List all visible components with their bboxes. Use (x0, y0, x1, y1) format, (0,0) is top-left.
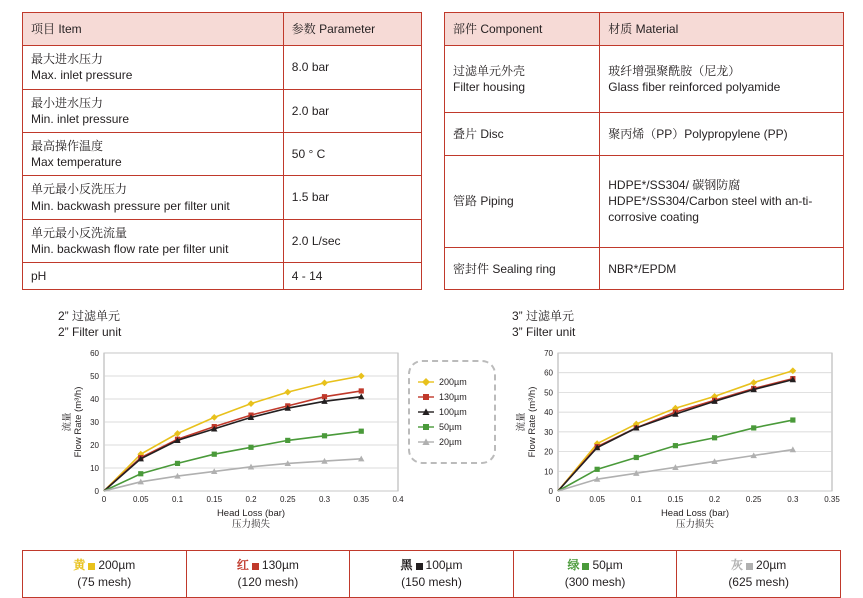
mesh-color-swatch-icon (416, 563, 423, 570)
table-row (23, 176, 422, 219)
svg-text:50: 50 (544, 388, 553, 398)
mesh-legend-cell (514, 551, 678, 597)
material-value-cn: HDPE*/SS304/ 碳钢防腐 (608, 178, 741, 193)
spec-item-en: Min. backwash pressure per filter unit (31, 198, 230, 213)
svg-text:40: 40 (544, 407, 553, 417)
legend-label: 100µm (439, 407, 467, 418)
chart-2inch-plot (58, 345, 408, 535)
chart-2inch-title: 2” 过滤单元 2” Filter unit (58, 309, 122, 340)
mesh-legend-footer (22, 550, 841, 598)
spec-item-cn: 单元最小反洗流量 (31, 225, 128, 240)
spec-item-cn: pH (31, 269, 47, 284)
spec-item-cell (23, 46, 284, 89)
svg-text:0.15: 0.15 (206, 494, 223, 504)
legend-swatch-triangle-icon (418, 407, 434, 417)
svg-text:50: 50 (90, 371, 99, 381)
chart-3inch-title: 3” 过滤单元 3” Filter unit (512, 309, 576, 340)
spec-value-cell: 50 ° C (283, 132, 421, 175)
svg-text:30: 30 (90, 417, 99, 427)
material-component-cn: 密封件 Sealing ring (453, 261, 556, 276)
svg-text:0: 0 (555, 494, 561, 504)
mesh-legend-top (354, 557, 509, 574)
mesh-count-label: (625 mesh) (728, 575, 790, 590)
spec-item-cn: 单元最小反洗压力 (31, 182, 128, 197)
mesh-count-label: (75 mesh) (77, 575, 132, 590)
mesh-color-name: 黑 (400, 558, 413, 573)
svg-text:0.3: 0.3 (787, 494, 799, 504)
svg-text:60: 60 (544, 368, 553, 378)
mesh-legend-cell (23, 551, 187, 597)
material-table (444, 12, 844, 290)
material-component-cn: 叠片 Disc (453, 126, 504, 141)
material-value-cell (600, 248, 844, 290)
table-row (23, 263, 422, 290)
svg-text:0.25: 0.25 (745, 494, 762, 504)
svg-text:Flow Rate (m³/h): Flow Rate (m³/h) (527, 386, 538, 457)
svg-text:40: 40 (90, 394, 99, 404)
specification-table (22, 12, 422, 290)
svg-text:Head Loss (bar): Head Loss (bar) (216, 507, 286, 519)
tables-row (0, 0, 863, 290)
svg-text:20: 20 (544, 447, 553, 457)
spec-item-en: Max. inlet pressure (31, 68, 133, 83)
material-component-cell (445, 155, 600, 247)
material-value-cell (600, 113, 844, 155)
svg-text:0: 0 (548, 486, 553, 496)
spec-value-cell: 8.0 bar (283, 46, 421, 89)
material-value-cn: NBR*/EPDM (608, 261, 677, 276)
spec-header-item: 项目 Item (23, 13, 284, 46)
legend-swatch-square-icon (418, 422, 434, 432)
svg-text:60: 60 (90, 348, 99, 358)
mesh-color-name: 黄 (73, 558, 86, 573)
svg-text:0.05: 0.05 (589, 494, 605, 504)
mesh-legend-cell (350, 551, 514, 597)
mesh-count-label: (120 mesh) (237, 575, 299, 590)
charts-area (0, 308, 863, 538)
mesh-count-label: (150 mesh) (401, 575, 462, 590)
mesh-color-name: 绿 (567, 558, 580, 573)
svg-text:10: 10 (90, 463, 99, 473)
material-value-en: HDPE*/SS304/Carbon steel with an-ti-corrosive coating (608, 194, 813, 225)
table-row (445, 155, 844, 247)
svg-text:0.1: 0.1 (171, 494, 184, 504)
material-component-cn: 过滤单元外壳 (453, 64, 526, 79)
material-value-cell (600, 155, 844, 247)
svg-text:0.15: 0.15 (667, 494, 684, 504)
spec-item-cn: 最高操作温度 (31, 138, 104, 153)
chart-3inch-plot (512, 345, 842, 535)
mesh-color-name: 灰 (731, 558, 744, 573)
table-row (23, 46, 422, 89)
material-header-component: 部件 Component (445, 13, 600, 46)
spec-item-cell (23, 176, 284, 219)
legend-label: 200µm (439, 377, 467, 388)
table-header-row (23, 13, 422, 46)
svg-text:0.1: 0.1 (630, 494, 642, 504)
table-header-row (445, 13, 844, 46)
spec-value-cell: 1.5 bar (283, 176, 421, 219)
spec-item-en: Max temperature (31, 155, 122, 170)
legend-swatch-triangle-icon (418, 437, 434, 447)
svg-text:30: 30 (544, 427, 553, 437)
legend-swatch-diamond-icon (418, 377, 434, 387)
svg-text:0.3: 0.3 (318, 494, 331, 504)
mesh-color-swatch-icon (252, 563, 259, 570)
material-component-en: Filter housing (453, 80, 526, 95)
spec-value-cell: 2.0 bar (283, 89, 421, 132)
mesh-count-label: (300 mesh) (564, 575, 626, 590)
spec-item-cn: 最大进水压力 (31, 52, 104, 67)
svg-text:0.35: 0.35 (353, 494, 370, 504)
svg-text:70: 70 (544, 348, 553, 358)
legend-item (418, 422, 494, 432)
spec-item-en: Min. inlet pressure (31, 111, 130, 126)
mesh-legend-top (518, 557, 673, 574)
chart-3inch (512, 308, 842, 534)
svg-text:20: 20 (90, 440, 99, 450)
mesh-legend-cell (187, 551, 351, 597)
svg-text:0.35: 0.35 (824, 494, 840, 504)
legend-item (418, 407, 494, 417)
spec-item-cn: 最小进水压力 (31, 95, 104, 110)
svg-text:0.4: 0.4 (392, 494, 404, 504)
svg-text:流量: 流量 (62, 412, 73, 432)
legend-item (418, 377, 494, 387)
svg-text:0: 0 (101, 494, 107, 504)
legend-item (418, 437, 494, 447)
svg-text:压力损失: 压力损失 (675, 518, 715, 530)
material-component-cn: 管路 Piping (453, 194, 514, 209)
legend-swatch-square-icon (418, 392, 434, 402)
material-component-cell (445, 46, 600, 113)
table-row (23, 89, 422, 132)
spec-item-cell (23, 132, 284, 175)
chart-2inch-svg (58, 345, 408, 535)
material-value-cn: 聚丙烯（PP）Polypropylene (PP) (608, 126, 788, 141)
svg-text:0.25: 0.25 (279, 494, 296, 504)
material-component-cell (445, 248, 600, 290)
mesh-color-name: 红 (236, 558, 249, 573)
mesh-legend-top (27, 557, 182, 574)
spec-value-cell: 4 - 14 (283, 263, 421, 290)
svg-text:0.05: 0.05 (132, 494, 149, 504)
material-value-cell (600, 46, 844, 113)
svg-text:0: 0 (94, 486, 99, 496)
table-row (23, 132, 422, 175)
material-header-material: 材质 Material (600, 13, 844, 46)
material-value-en: Glass fiber reinforced polyamide (608, 80, 781, 95)
svg-text:0.2: 0.2 (245, 494, 257, 504)
mesh-color-swatch-icon (582, 563, 589, 570)
spec-header-parameter: 参数 Parameter (283, 13, 421, 46)
legend-label: 50µm (439, 422, 462, 433)
mesh-micron-label: 50µm (592, 558, 623, 573)
svg-text:流量: 流量 (516, 412, 527, 432)
mesh-micron-label: 200µm (98, 558, 136, 573)
chart-3inch-svg (512, 345, 842, 535)
table-row (445, 248, 844, 290)
mesh-color-swatch-icon (746, 563, 753, 570)
mesh-legend-top (191, 557, 346, 574)
chart-2inch (58, 308, 408, 534)
table-row (445, 46, 844, 113)
svg-text:0.2: 0.2 (709, 494, 721, 504)
mesh-micron-label: 20µm (756, 558, 787, 573)
legend-label: 130µm (439, 392, 467, 403)
material-component-cell (445, 113, 600, 155)
chart-legend (408, 360, 496, 464)
spec-item-cell (23, 89, 284, 132)
svg-text:压力损失: 压力损失 (231, 518, 271, 530)
svg-text:Head Loss (bar): Head Loss (bar) (660, 507, 730, 519)
table-row (23, 219, 422, 262)
legend-item (418, 392, 494, 402)
spec-value-cell: 2.0 L/sec (283, 219, 421, 262)
mesh-micron-label: 100µm (425, 558, 463, 573)
mesh-color-swatch-icon (88, 563, 95, 570)
spec-item-en: Min. backwash flow rate per filter unit (31, 241, 229, 256)
legend-label: 20µm (439, 437, 462, 448)
svg-text:10: 10 (544, 466, 553, 476)
svg-text:Flow Rate (m³/h): Flow Rate (m³/h) (73, 386, 84, 457)
spec-item-cell (23, 263, 284, 290)
mesh-legend-cell (677, 551, 840, 597)
spec-item-cell (23, 219, 284, 262)
material-value-cn: 玻纤增强聚酰胺（尼龙） (608, 64, 741, 79)
mesh-legend-top (681, 557, 836, 574)
table-row (445, 113, 844, 155)
mesh-micron-label: 130µm (261, 558, 299, 573)
